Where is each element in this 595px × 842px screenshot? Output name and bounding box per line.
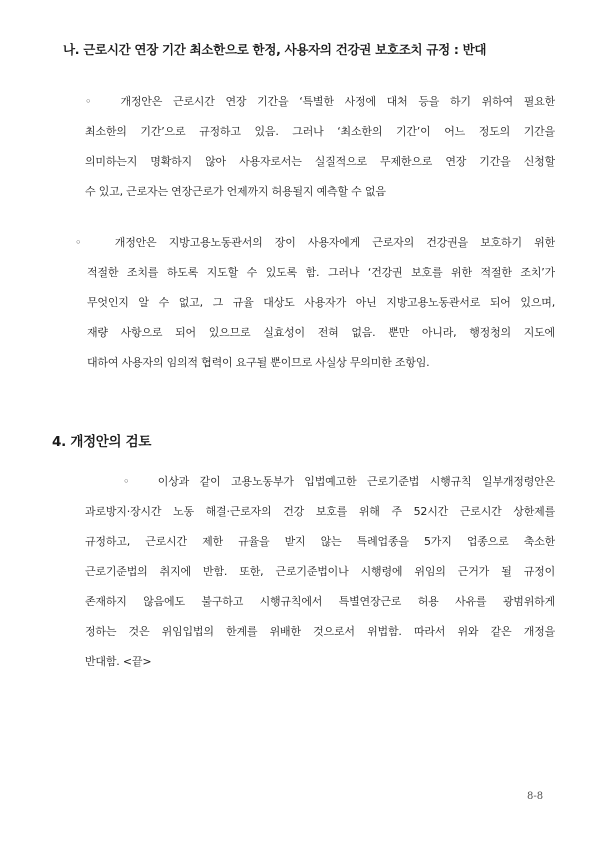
paragraph-line: 의미하는지 명확하지 않아 사용자로서는 실질적으로 무제한으로 연장 기간을 신청할	[85, 155, 555, 168]
bullet-icon: ◦	[123, 475, 137, 488]
bullet-icon: ◦	[85, 95, 99, 108]
section-heading-4: 4. 개정안의 검토	[52, 434, 152, 450]
paragraph-line: 재량 사항으로 되어 있으므로 실효성이 전혀 없음. 뿐만 아니라, 행정청의 지도에	[87, 326, 555, 339]
paragraph-line: ◦ 개정안은 근로시간 연장 기간을 ‘특별한 사정에 대처 등을 하기 위하여 필요한	[85, 95, 555, 108]
paragraph-line: 규정하고, 근로시간 제한 규율을 받지 않는 특례업종을 5가지 업종으로 축소한	[85, 535, 555, 548]
paragraph-health-protection	[75, 228, 555, 378]
paragraph-line: 적절한 조치를 하도록 지도할 수 있도록 함. 그러나 ‘건강권 보호를 위한 적절한 조치’가	[87, 266, 555, 279]
paragraph-line: 무엇인지 알 수 없고, 그 규율 대상도 사용자가 아닌 지방고용노동관서로 되어 있으며,	[87, 296, 555, 309]
paragraph-line: 정하는 것은 위임입법의 한계를 위배한 것으로서 위법함. 따라서 위와 같은 개정을	[85, 625, 555, 638]
paragraph-line: ◦ 이상과 같이 고용노동부가 입법예고한 근로기준법 시행규칙 일부개정령안은	[123, 475, 555, 488]
paragraph-line: 과로방지·장시간 노동 해결·근로자의 건강 보호를 위해 주 52시간 근로시간 상한제를	[85, 505, 555, 518]
paragraph-line: 근로기준법의 취지에 반함. 또한, 근로기준법이나 시행령에 위임의 근거가 될 규정이	[85, 565, 555, 578]
paragraph-line: 최소한의 기간’으로 규정하고 있음. 그러나 ‘최소한의 기간’이 어느 정도의 기간을	[85, 125, 555, 138]
paragraph-line: 대하여 사용자의 임의적 협력이 요구될 뿐이므로 사실상 무의미한 조항임.	[87, 356, 430, 369]
paragraph-line: 존재하지 않음에도 불구하고 시행규칙에서 특별연장근로 허용 사유를 광범위하게	[85, 595, 555, 608]
paragraph-line: 수 있고, 근로자는 연장근로가 언제까지 허용될지 예측할 수 없음	[85, 185, 386, 198]
section-heading-b: 나. 근로시간 연장 기간 최소한으로 한정, 사용자의 건강권 보호조치 규정 : 반대	[63, 42, 487, 57]
page-number: 8-8	[527, 791, 544, 802]
bullet-icon: ◦	[75, 236, 91, 249]
paragraph-review-conclusion	[85, 467, 555, 677]
paragraph-line: 반대함. <끝>	[85, 655, 152, 668]
paragraph-line: ◦ 개정안은 지방고용노동관서의 장이 사용자에게 근로자의 건강권을 보호하기 위한	[75, 236, 555, 249]
paragraph-overtime-period	[85, 87, 555, 207]
